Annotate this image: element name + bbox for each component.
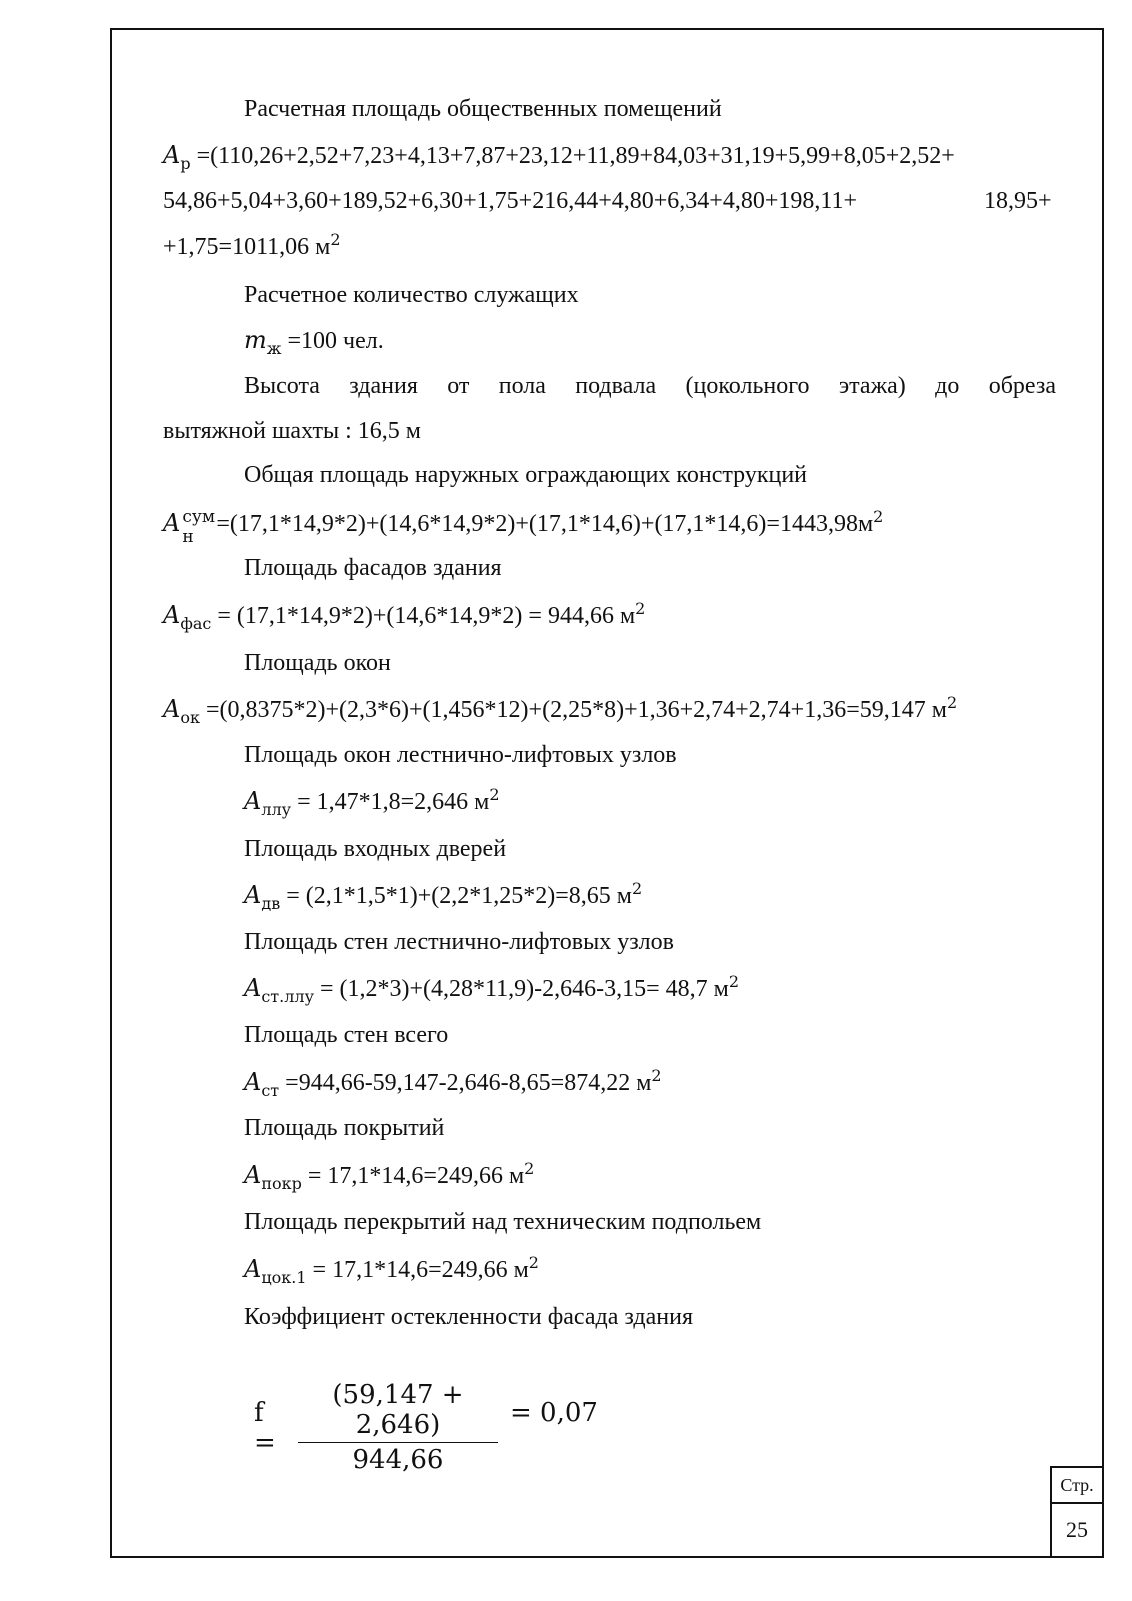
formula-ap-line2: 54,86+5,04+3,60+189,52+6,30+1,75+216,44+4,80+6,34+4,80+198,11+ xyxy=(163,188,857,214)
text-public-area-title: Расчетная площадь общественных помещений xyxy=(244,96,722,122)
formula-facade: $A_{фас} = (17,1*14,9*2)+(14,6*14,9*2) = 944,66$ $м^2$ xyxy=(163,599,646,633)
stamp-label: Стр. xyxy=(1050,1466,1104,1504)
text-height-line1: Высота здания от пола подвала (цокольного этажа) до обреза xyxy=(244,373,1056,399)
text-facade-title: Площадь фасадов здания xyxy=(244,555,502,581)
text-llu-walls-title: Площадь стен лестнично-лифтовых узлов xyxy=(244,929,674,955)
formula-ap-line2-tail: 18,95+ xyxy=(984,188,1052,214)
glazing-denominator: 944,66 xyxy=(352,1445,444,1475)
formula-ap-line3: +1,75=1011,06 $м^2$ xyxy=(163,230,341,260)
text-height-line2: вытяжной шахты : 16,5 м xyxy=(163,418,421,444)
text-staff-title: Расчетное количество служащих xyxy=(244,282,579,308)
text-llu-windows-title: Площадь окон лестнично-лифтовых узлов xyxy=(244,742,677,768)
fraction-bar xyxy=(298,1442,498,1443)
formula-roof: $A_{покр} = 17,1*14,6=249,66$ $м^2$ xyxy=(244,1159,535,1193)
formula-llu-windows: $A_{ллу} = 1,47*1,8=2,646$ $м^2$ xyxy=(244,785,500,819)
glazing-numerator: (59,147 + 2,646) xyxy=(332,1380,464,1440)
text-glazing-title: Коэффициент остекленности фасада здания xyxy=(244,1304,693,1330)
formula-outer-area: A сум н $=(17,1*14,9*2)+(14,6*14,9*2)+(17,1*14,6)+(17,1*14,6)=1443,98м^2$ xyxy=(163,507,884,547)
glazing-fraction xyxy=(298,1380,498,1475)
text-floor-title: Площадь перекрытий над техническим подпольем xyxy=(244,1209,762,1235)
text-doors-title: Площадь входных дверей xyxy=(244,836,507,862)
formula-ap-line1: $A_р =(110,26+2,52+7,23+4,13+7,87+23,12+11,89+84,03+31,19+5,99+8,05+2,52+$ xyxy=(163,141,955,173)
text-outer-area-title: Общая площадь наружных ограждающих конструкций xyxy=(244,462,808,488)
glazing-f-symbol: f = xyxy=(254,1398,276,1458)
text-walls-title: Площадь стен всего xyxy=(244,1022,449,1048)
page-number: 25 xyxy=(1050,1502,1104,1558)
formula-doors: $A_{дв} = (2,1*1,5*1)+(2,2*1,25*2)=8,65$ $м^2$ xyxy=(244,879,643,913)
text-roof-title: Площадь покрытий xyxy=(244,1115,445,1141)
formula-floor: $A_{цок.1} = 17,1*14,6=249,66$ $м^2$ xyxy=(244,1253,539,1287)
formula-windows: $A_{ок} =(0,8375*2)+(2,3*6)+(1,456*12)+(2,25*8)+1,36+2,74+2,74+1,36=59,147$ $м^2$ xyxy=(163,693,958,727)
glazing-result: = 0,07 xyxy=(510,1398,598,1428)
formula-llu-walls: $A_{ст.ллу} = (1,2*3)+(4,28*11,9)-2,646-3,15= 48,7$ $м^2$ xyxy=(244,972,740,1006)
formula-walls: $A_{ст} =944,66-59,147-2,646-8,65=874,22$ $м^2$ xyxy=(244,1066,662,1100)
formula-staff: $m_ж =100$ чел. xyxy=(244,326,384,358)
page-stamp xyxy=(1050,1466,1104,1558)
text-windows-title: Площадь окон xyxy=(244,650,391,676)
